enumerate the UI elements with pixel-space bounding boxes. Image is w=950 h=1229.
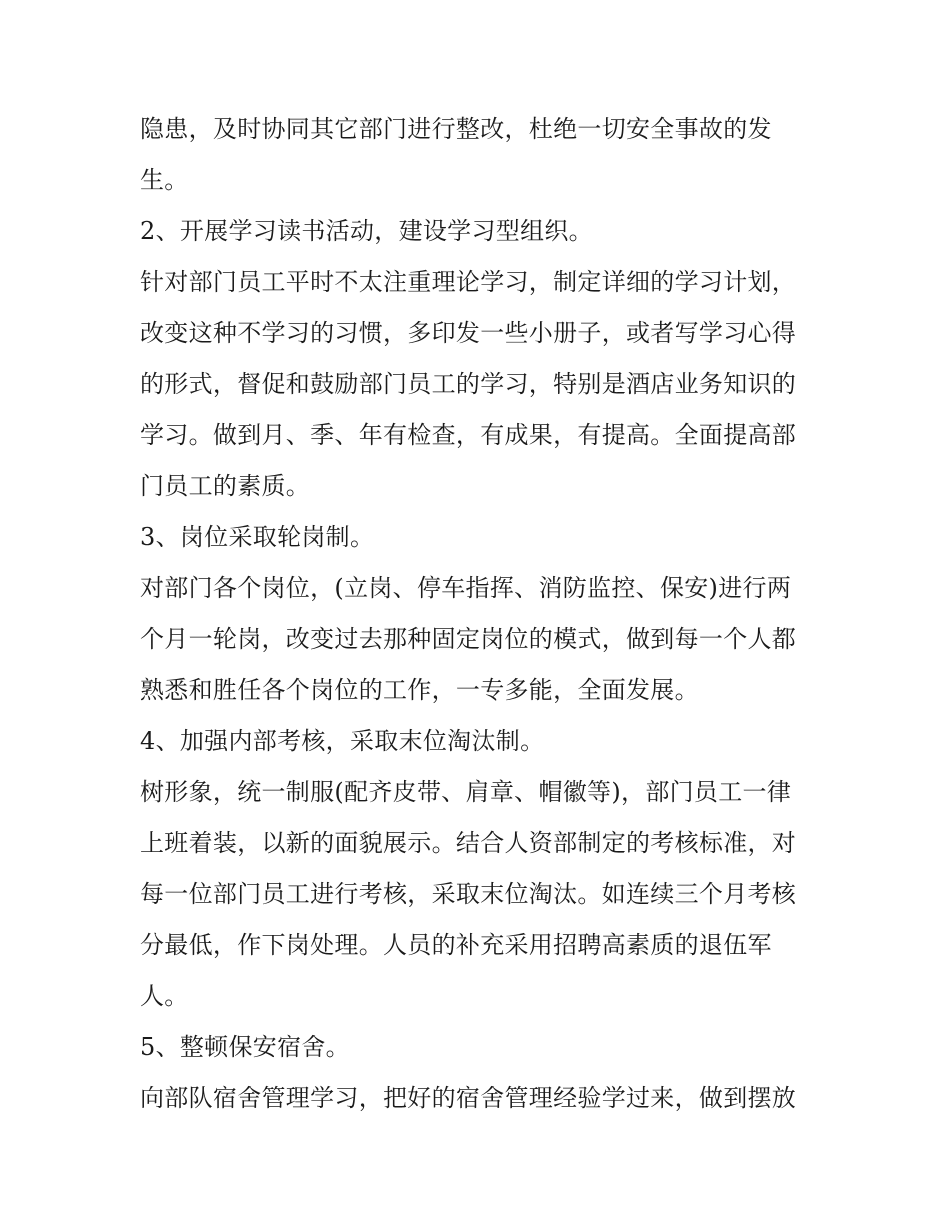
section-heading: 5、整顿保安宿舍。 [140, 1033, 350, 1061]
text-line: 对部门各个岗位，(立岗、停车指挥、消防监控、保安)进行两 [140, 574, 792, 602]
document-body [140, 104, 830, 1124]
text-line: 改变这种不学习的习惯，多印发一些小册子，或者写学习心得 [140, 319, 797, 347]
text-line: 分最低，作下岗处理。人员的补充采用招聘高素质的退伍军 [140, 931, 772, 959]
section-heading: 3、岗位采取轮岗制。 [140, 523, 375, 551]
text-line: 门员工的素质。 [140, 472, 311, 500]
text-line: 上班着装，以新的面貌展示。结合人资部制定的考核标准，对 [140, 829, 797, 857]
text-line: 熟悉和胜任各个岗位的工作，一专多能，全面发展。 [140, 676, 699, 704]
text-line: 的形式，督促和鼓励部门员工的学习，特别是酒店业务知识的 [140, 370, 797, 398]
text-line: 学习。做到月、季、年有检查，有成果，有提高。全面提高部 [140, 421, 797, 449]
text-line: 个月一轮岗，改变过去那种固定岗位的模式，做到每一个人都 [140, 625, 797, 653]
text-line: 向部队宿舍管理学习，把好的宿舍管理经验学过来，做到摆放 [140, 1084, 797, 1112]
text-line: 隐患，及时协同其它部门进行整改，杜绝一切安全事故的发 [140, 115, 772, 143]
text-line: 树形象，统一制服(配齐皮带、肩章、帽徽等)，部门员工一律 [140, 778, 792, 806]
text-line: 生。 [140, 166, 189, 194]
text-line: 每一位部门员工进行考核，采取末位淘汰。如连续三个月考核 [140, 880, 797, 908]
section-heading: 2、开展学习读书活动，建设学习型组织。 [140, 217, 593, 245]
text-line: 人。 [140, 982, 189, 1010]
section-heading: 4、加强内部考核，采取末位淘汰制。 [140, 727, 545, 755]
text-line: 针对部门员工平时不太注重理论学习，制定详细的学习计划， [140, 268, 797, 296]
